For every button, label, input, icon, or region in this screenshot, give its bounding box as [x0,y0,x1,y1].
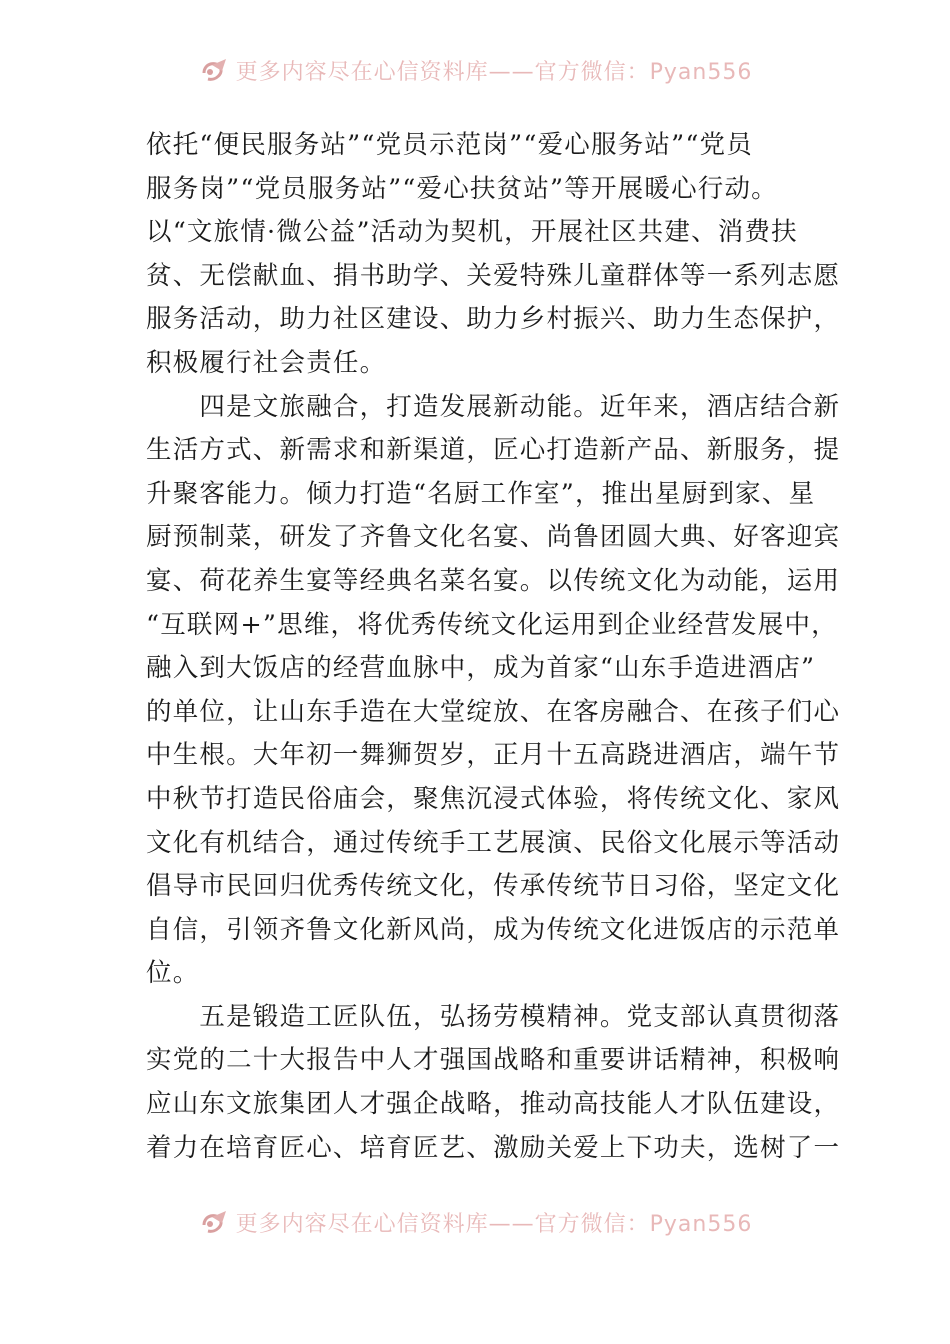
document-body [146,124,841,1170]
text-line: 中生根。大年初一舞狮贺岁，正月十五高跷进酒店，端午节 [146,740,841,771]
text-line: 服务活动，助力社区建设、助力乡村振兴、助力生态保护， [146,304,841,335]
text-line: 生活方式、新需求和新渠道，匠心打造新产品、新服务，提 [146,435,841,466]
text-line: 的单位，让山东手造在大堂绽放、在客房融合、在孩子们心 [146,696,841,727]
text-line: 厨预制菜，研发了齐鲁文化名宴、尚鲁团圆大典、好客迎宾 [146,522,841,553]
brand-logo-icon [198,1207,232,1237]
text-line: 文化有机结合，通过传统手工艺展演、民俗文化展示等活动 [146,827,841,858]
text-line: 着力在培育匠心、培育匠艺、激励关爱上下功夫，选树了一 [146,1132,841,1163]
text-line: 宴、荷花养生宴等经典名菜名宴。以传统文化为动能，运用 [146,565,841,596]
text-line: “互联网+”思维，将优秀传统文化运用到企业经营发展中， [146,609,838,640]
text-line: 应山东文旅集团人才强企战略，推动高技能人才队伍建设， [146,1089,841,1120]
paragraph-start-line: 四是文旅融合，打造发展新动能。近年来，酒店结合新 [146,391,841,422]
footer-watermark-text: 更多内容尽在心信资料库——官方微信：Pyan556 [235,1211,753,1237]
text-line: 升聚客能力。倾力打造“名厨工作室”，推出星厨到家、星 [146,478,816,509]
text-line: 积极履行社会责任。 [146,347,387,378]
header-watermark [0,50,950,90]
text-line: 实党的二十大报告中人才强国战略和重要讲话精神，积极响 [146,1045,841,1076]
text-line: 贫、无偿献血、捐书助学、关爱特殊儿童群体等一系列志愿 [146,260,841,291]
text-line: 位。 [146,958,200,989]
text-line: 服务岗”“党员服务站”“爱心扶贫站”等开展暖心行动。 [146,173,778,204]
text-line: 自信，引领齐鲁文化新风尚，成为传统文化进饭店的示范单 [146,914,841,945]
text-line: 倡导市民回归优秀传统文化，传承传统节日习俗，坚定文化 [146,871,841,902]
text-line: 依托“便民服务站”“党员示范岗”“爱心服务站”“党员 [146,130,753,160]
header-watermark-text: 更多内容尽在心信资料库——官方微信：Pyan556 [235,59,753,85]
brand-logo-icon [198,55,232,85]
text-line: 以“文旅情·微公益”活动为契机，开展社区共建、消费扶 [146,217,798,248]
footer-watermark [0,1202,950,1242]
text-line: 融入到大饭店的经营血脉中，成为首家“山东手造进酒店” [146,653,816,684]
paragraph-start-line: 五是锻造工匠队伍，弘扬劳模精神。党支部认真贯彻落 [146,1001,841,1032]
text-line: 中秋节打造民俗庙会，聚焦沉浸式体验，将传统文化、家风 [146,783,841,814]
